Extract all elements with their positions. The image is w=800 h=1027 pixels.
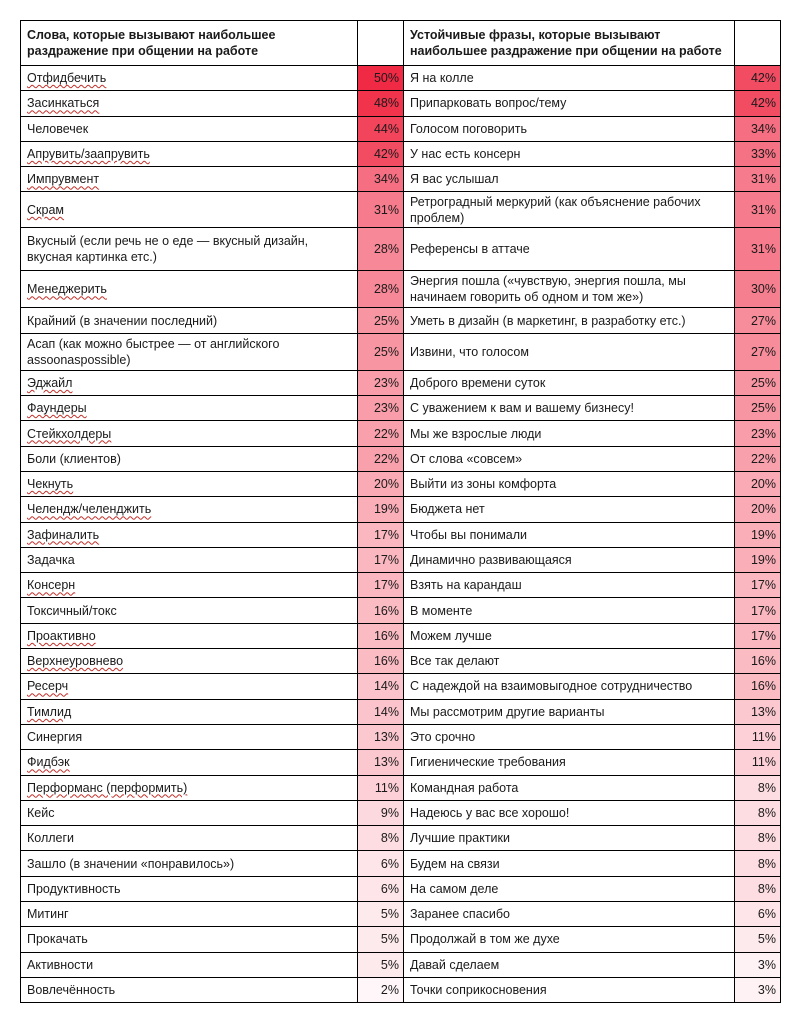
right-percent-cell: 8% [735,876,781,901]
left-phrase-text: Тимлид [27,704,72,719]
left-phrase-cell [21,116,358,141]
right-phrase-text: Командная работа [410,780,519,795]
table-row [21,91,781,116]
left-phrase-text: Челендж/челенджить [27,502,152,517]
right-phrase-cell [404,977,735,1002]
right-phrase-text: Доброго времени суток [410,375,546,390]
table-row [21,674,781,699]
right-percent-cell: 25% [735,370,781,395]
left-phrase-cell [21,826,358,851]
right-header-pct-cell [735,21,781,66]
left-phrase-text: Засинкаться [27,96,100,111]
right-phrase-cell [404,370,735,395]
right-phrase-text: Давай сделаем [410,957,500,972]
table-row [21,876,781,901]
right-phrase-cell [404,141,735,166]
left-phrase-text: Чекнуть [27,477,74,492]
left-percent-cell: 13% [358,750,404,775]
left-phrase-text: Митинг [27,907,69,922]
left-phrase-text: Асап (как можно быстрее — от английского assoonaspossible) [27,336,280,367]
right-phrase-cell [404,876,735,901]
table-row [21,66,781,91]
left-phrase-cell [21,228,358,271]
right-phrase-text: Извини, что голосом [410,344,529,359]
right-phrase-cell [404,724,735,749]
right-phrase-text: Это срочно [410,730,476,745]
left-percent-cell: 23% [358,370,404,395]
left-phrase-cell [21,876,358,901]
right-phrase-text: Выйти из зоны комфорта [410,477,557,492]
right-percent-cell: 8% [735,800,781,825]
left-phrase-text: Боли (клиентов) [27,451,121,466]
table-row [21,421,781,446]
right-phrase-cell [404,396,735,421]
right-phrase-text: На самом деле [410,881,499,896]
left-phrase-cell [21,598,358,623]
left-percent-cell: 31% [358,192,404,228]
left-phrase-text: Коллеги [27,831,75,846]
right-phrase-text: Голосом поговорить [410,121,527,136]
right-phrase-cell [404,649,735,674]
left-percent-cell: 17% [358,522,404,547]
left-phrase-cell [21,522,358,547]
left-percent-cell: 44% [358,116,404,141]
left-phrase-text: Синергия [27,730,83,745]
right-phrase-text: Точки соприкосновения [410,983,547,998]
right-phrase-cell [404,91,735,116]
left-phrase-cell [21,471,358,496]
right-percent-cell: 6% [735,902,781,927]
table-row [21,471,781,496]
left-phrase-text: Верхнеуровнево [27,654,124,669]
right-phrase-text: Припарковать вопрос/тему [410,96,567,111]
right-percent-cell: 20% [735,497,781,522]
right-phrase-cell [404,851,735,876]
right-percent-cell: 16% [735,674,781,699]
table-row [21,370,781,395]
left-phrase-text: Крайний (в значении последний) [27,313,218,328]
right-phrase-text: Надеюсь у вас все хорошо! [410,805,570,820]
left-phrase-cell [21,547,358,572]
right-phrase-text: Все так делают [410,654,500,669]
right-column-header: Устойчивые фразы, которые вызывают наибольшее раздражение при общении на работе [404,21,735,66]
right-phrase-text: Референсы в аттаче [410,242,530,257]
left-phrase-text: Апрувить/заапрувить [27,147,150,162]
right-percent-cell: 31% [735,228,781,271]
left-percent-cell: 9% [358,800,404,825]
left-phrase-cell [21,446,358,471]
left-phrase-text: Задачка [27,553,75,567]
left-phrase-cell [21,271,358,308]
right-phrase-text: Энергия пошла («чувствую, энергия пошла, мы начинаем говорить об одном и том же») [410,274,686,305]
right-phrase-text: Мы рассмотрим другие варианты [410,704,605,719]
left-phrase-cell [21,497,358,522]
table-row [21,952,781,977]
left-phrase-text: Фидбэк [27,755,70,770]
right-percent-cell: 17% [735,573,781,598]
right-phrase-cell [404,308,735,333]
right-phrase-cell [404,192,735,228]
left-phrase-text: Фаундеры [27,401,87,416]
right-phrase-text: Будем на связи [410,856,500,871]
right-phrase-cell [404,775,735,800]
right-phrase-cell [404,333,735,370]
left-phrase-cell [21,977,358,1002]
left-phrase-cell [21,649,358,674]
table-row [21,167,781,192]
table-row [21,724,781,749]
right-percent-cell: 27% [735,333,781,370]
left-phrase-text: Менеджерить [27,282,107,297]
right-percent-cell: 11% [735,750,781,775]
table-row [21,522,781,547]
right-phrase-cell [404,952,735,977]
left-phrase-cell [21,851,358,876]
table-row [21,446,781,471]
right-percent-cell: 34% [735,116,781,141]
right-phrase-cell [404,471,735,496]
right-phrase-text: Гигиенические требования [410,755,566,770]
right-phrase-text: Я вас услышал [410,172,499,187]
right-percent-cell: 33% [735,141,781,166]
left-percent-cell: 6% [358,851,404,876]
right-phrase-text: В моменте [410,603,473,618]
left-percent-cell: 48% [358,91,404,116]
survey-table-container [20,20,780,1003]
right-percent-cell: 27% [735,308,781,333]
right-phrase-cell [404,800,735,825]
table-row [21,228,781,271]
right-phrase-cell [404,421,735,446]
left-percent-cell: 5% [358,927,404,952]
table-row [21,775,781,800]
right-percent-cell: 8% [735,826,781,851]
left-phrase-cell [21,421,358,446]
right-phrase-cell [404,674,735,699]
left-percent-cell: 13% [358,724,404,749]
right-phrase-cell [404,750,735,775]
left-phrase-text: Зафиналить [27,527,100,542]
right-percent-cell: 17% [735,598,781,623]
right-percent-cell: 16% [735,649,781,674]
left-phrase-text: Вовлечённость [27,983,116,998]
left-percent-cell: 2% [358,977,404,1002]
right-phrase-cell [404,598,735,623]
right-phrase-cell [404,826,735,851]
left-phrase-cell [21,66,358,91]
right-phrase-text: У нас есть консерн [410,147,521,162]
right-phrase-cell [404,927,735,952]
left-percent-cell: 16% [358,598,404,623]
table-row [21,547,781,572]
left-phrase-text: Кейс [27,805,55,820]
right-phrase-text: С уважением к вам и вашему бизнесу! [410,401,634,416]
table-row [21,141,781,166]
left-phrase-text: Вкусный (если речь не о еде — вкусный дизайн, вкусная картинка етс.) [27,234,309,265]
table-row [21,396,781,421]
left-phrase-text: Токсичный/токс [27,603,117,618]
left-phrase-cell [21,750,358,775]
left-phrase-text: Продуктивность [27,881,121,896]
right-percent-cell: 5% [735,927,781,952]
left-percent-cell: 14% [358,699,404,724]
right-percent-cell: 17% [735,623,781,648]
left-phrase-cell [21,623,358,648]
left-percent-cell: 5% [358,952,404,977]
right-phrase-cell [404,699,735,724]
right-percent-cell: 31% [735,167,781,192]
right-phrase-text: Динамично развивающаяся [410,553,572,567]
left-phrase-cell [21,952,358,977]
table-row [21,308,781,333]
left-percent-cell: 16% [358,649,404,674]
left-percent-cell: 20% [358,471,404,496]
left-percent-cell: 25% [358,308,404,333]
left-phrase-text: Проактивно [27,628,96,643]
right-phrase-cell [404,522,735,547]
table-row [21,333,781,370]
right-percent-cell: 3% [735,977,781,1002]
right-percent-cell: 3% [735,952,781,977]
left-percent-cell: 17% [358,573,404,598]
right-percent-cell: 42% [735,91,781,116]
left-percent-cell: 28% [358,228,404,271]
left-percent-cell: 6% [358,876,404,901]
right-percent-cell: 13% [735,699,781,724]
left-phrase-text: Импрувмент [27,172,100,187]
left-percent-cell: 14% [358,674,404,699]
right-phrase-text: От слова «совсем» [410,451,523,466]
left-percent-cell: 17% [358,547,404,572]
right-percent-cell: 8% [735,851,781,876]
right-phrase-text: Бюджета нет [410,502,485,517]
left-phrase-cell [21,674,358,699]
left-phrase-text: Ресерч [27,679,69,694]
table-row [21,800,781,825]
table-row [21,649,781,674]
right-percent-cell: 22% [735,446,781,471]
left-phrase-cell [21,573,358,598]
right-percent-cell: 31% [735,192,781,228]
left-percent-cell: 19% [358,497,404,522]
left-percent-cell: 34% [358,167,404,192]
table-body [21,21,781,1003]
left-phrase-cell [21,724,358,749]
left-percent-cell: 11% [358,775,404,800]
left-phrase-text: Перформанс (перформить) [27,780,188,795]
table-row [21,927,781,952]
right-phrase-text: С надеждой на взаимовыгодное сотрудничество [410,679,693,694]
right-phrase-cell [404,902,735,927]
right-percent-cell: 19% [735,522,781,547]
left-phrase-text: Человечек [27,121,89,136]
left-percent-cell: 28% [358,271,404,308]
right-phrase-text: Чтобы вы понимали [410,527,528,542]
right-percent-cell: 19% [735,547,781,572]
table-row [21,598,781,623]
irritating-words-table [20,20,781,1003]
left-phrase-cell [21,333,358,370]
left-phrase-text: Консерн [27,578,76,593]
left-phrase-cell [21,800,358,825]
table-row [21,699,781,724]
right-percent-cell: 42% [735,66,781,91]
left-phrase-text: Активности [27,957,94,972]
table-row [21,826,781,851]
table-row [21,750,781,775]
left-phrase-text: Скрам [27,202,64,217]
right-percent-cell: 23% [735,421,781,446]
left-percent-cell: 22% [358,446,404,471]
left-percent-cell: 16% [358,623,404,648]
left-percent-cell: 25% [358,333,404,370]
right-percent-cell: 25% [735,396,781,421]
left-percent-cell: 8% [358,826,404,851]
right-phrase-text: Мы же взрослые люди [410,426,542,441]
left-percent-cell: 50% [358,66,404,91]
right-phrase-text: Лучшие практики [410,831,510,846]
right-phrase-text: Можем лучше [410,628,492,643]
right-phrase-cell [404,167,735,192]
right-percent-cell: 8% [735,775,781,800]
left-phrase-cell [21,699,358,724]
right-phrase-text: Заранее спасибо [410,907,510,922]
right-phrase-cell [404,573,735,598]
right-phrase-cell [404,271,735,308]
right-phrase-cell [404,547,735,572]
right-phrase-cell [404,497,735,522]
table-row [21,497,781,522]
left-percent-cell: 22% [358,421,404,446]
left-phrase-cell [21,902,358,927]
left-phrase-cell [21,927,358,952]
left-phrase-cell [21,141,358,166]
left-phrase-text: Зашло (в значении «понравилось») [27,856,235,871]
right-phrase-cell [404,66,735,91]
table-row [21,116,781,141]
right-phrase-text: Взять на карандаш [410,578,522,593]
table-row [21,623,781,648]
right-phrase-text: Уметь в дизайн (в маркетинг, в разработку етс.) [410,313,686,328]
left-header-pct-cell [358,21,404,66]
left-phrase-cell [21,167,358,192]
header-row [21,21,781,66]
left-phrase-cell [21,91,358,116]
table-row [21,851,781,876]
left-percent-cell: 42% [358,141,404,166]
table-row [21,573,781,598]
right-percent-cell: 11% [735,724,781,749]
table-row [21,271,781,308]
right-phrase-cell [404,228,735,271]
right-phrase-text: Ретроградный меркурий (как объяснение рабочих проблем) [410,194,701,225]
right-percent-cell: 30% [735,271,781,308]
right-phrase-text: Я на колле [410,71,474,86]
left-phrase-cell [21,370,358,395]
left-phrase-cell [21,308,358,333]
right-phrase-cell [404,116,735,141]
right-phrase-text: Продолжай в том же духе [410,932,560,947]
left-phrase-text: Прокачать [27,932,88,947]
right-percent-cell: 20% [735,471,781,496]
left-phrase-cell [21,192,358,228]
table-row [21,977,781,1002]
left-phrase-text: Отфидбечить [27,71,107,86]
left-phrase-cell [21,396,358,421]
right-phrase-cell [404,623,735,648]
left-percent-cell: 23% [358,396,404,421]
left-phrase-cell [21,775,358,800]
left-column-header: Слова, которые вызывают наибольшее раздражение при общении на работе [21,21,358,66]
left-phrase-text: Стейкхолдеры [27,426,112,441]
left-phrase-text: Эджайл [27,375,73,390]
right-phrase-cell [404,446,735,471]
left-percent-cell: 5% [358,902,404,927]
table-row [21,902,781,927]
table-row [21,192,781,228]
